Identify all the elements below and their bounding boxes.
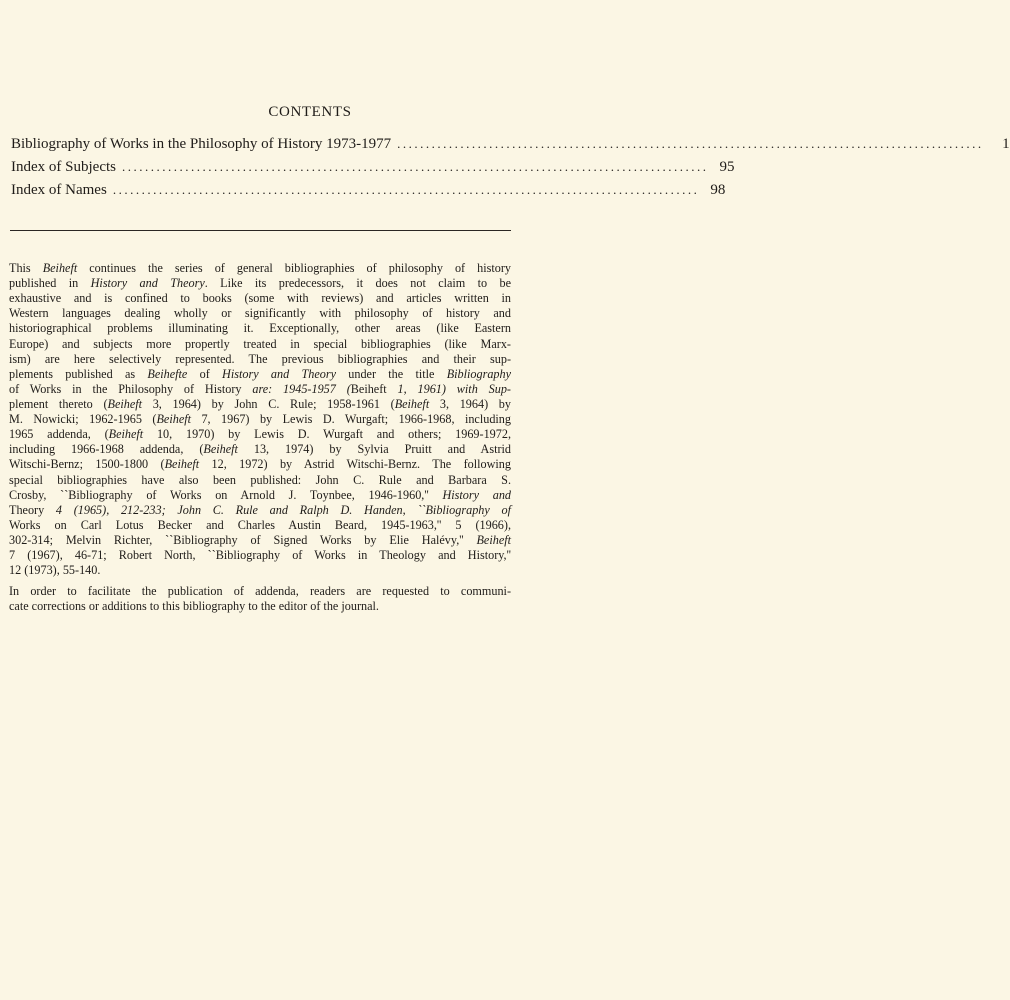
introductory-note-paragraph <box>9 261 511 578</box>
divider-rule <box>10 230 511 231</box>
text-line: 7 (1967), 46-71; Robert North, ``Bibliography of Works in Theology and History,'' <box>9 548 511 563</box>
text-line: In order to facilitate the publication of addenda, readers are requested to communi- <box>9 584 511 598</box>
toc-entry-title: Index of Subjects <box>11 159 116 175</box>
text-line: including 1966-1968 addenda, (Beiheft 13, 1974) by Sylvia Pruitt and Astrid <box>9 442 511 457</box>
contents-heading: CONTENTS <box>268 104 352 120</box>
text-line: historiographical problems illuminating it. Exceptionally, other areas (like Eastern <box>9 321 511 336</box>
toc-entry-index-of-names[interactable] <box>11 182 726 202</box>
toc-entry-title: Bibliography of Works in the Philosophy of History 1973-1977 <box>11 136 392 152</box>
text-line: Western languages dealing wholly or significantly with philosophy of history and <box>9 306 511 321</box>
text-line: Witschi-Bernz; 1500-1800 (Beiheft 12, 1972) by Astrid Witschi-Bernz. The following <box>9 457 511 472</box>
text-line: published in History and Theory. Like its predecessors, it does not claim to be <box>9 276 512 291</box>
toc-leader-dots: ...................................................................................................... <box>121 159 709 174</box>
text-line: Crosby, ``Bibliography of Works on Arnold J. Toynbee, 1946-1960,'' History and <box>9 487 512 502</box>
toc-leader-dots: ...................................................................................................... <box>397 136 984 151</box>
addenda-request-paragraph <box>9 584 511 614</box>
text-line: 302-314; Melvin Richter, ``Bibliography of Signed Works by Elie Halévy,'' Beiheft <box>9 532 511 547</box>
toc-entry-page: 98 <box>710 182 726 198</box>
text-line: 1965 addenda, (Beiheft 10, 1970) by Lewis D. Wurgaft and others; 1969-1972, <box>9 427 511 442</box>
text-line: plements published as Beihefte of History and Theory under the title Bibliography <box>9 366 512 381</box>
text-line: Works on Carl Lotus Becker and Charles Austin Beard, 1945-1963,'' 5 (1966), <box>9 517 511 532</box>
text-line: M. Nowicki; 1962-1965 (Beiheft 7, 1967) by Lewis D. Wurgaft; 1966-1968, including <box>9 412 511 427</box>
text-line: 12 (1973), 55-140. <box>9 563 101 578</box>
toc-entry-bibliography[interactable] <box>11 136 1010 156</box>
toc-entry-index-of-subjects[interactable] <box>11 159 735 179</box>
toc-entry-title: Index of Names <box>11 182 107 198</box>
toc-entry-page: 1 <box>1002 136 1010 152</box>
text-line: special bibliographies have also been published: John C. Rule and Barbara S. <box>9 472 511 487</box>
text-line: This Beiheft continues the series of general bibliographies of philosophy of history <box>9 261 511 275</box>
text-line: ism) are here selectively represented. The previous bibliographies and their sup- <box>9 351 511 366</box>
toc-leader-dots: ...................................................................................................... <box>112 182 700 197</box>
text-line: exhaustive and is confined to books (some with reviews) and articles written in <box>9 291 511 306</box>
text-line: plement thereto (Beiheft 3, 1964) by John C. Rule; 1958-1961 (Beiheft 3, 1964) by <box>9 396 511 411</box>
text-line: Theory 4 (1965), 212-233; John C. Rule and Ralph D. Handen, ``Bibliography of <box>9 502 511 517</box>
text-line: Europe) and subjects more propertly treated in special bibliographies (like Marx- <box>9 336 511 351</box>
text-line: cate corrections or additions to this bibliography to the editor of the journal. <box>9 599 379 614</box>
text-line: of Works in the Philosophy of History are: 1945-1957 (Beiheft 1, 1961) with Sup- <box>9 381 511 396</box>
toc-entry-page: 95 <box>719 159 735 175</box>
